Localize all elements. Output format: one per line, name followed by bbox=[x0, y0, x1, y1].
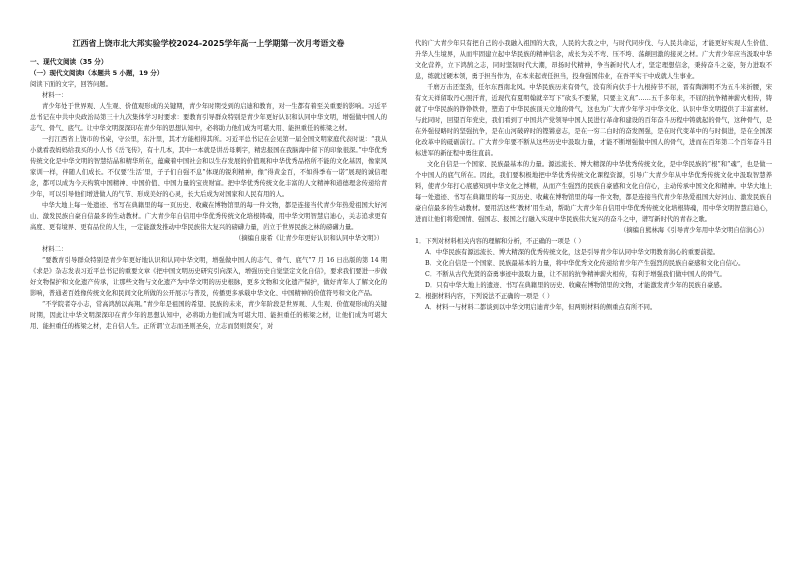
document-title: 江西省上饶市北大邦实验学校2024-2025学年高一上学期第一次月考语文卷 bbox=[72, 39, 345, 48]
paragraph: “要教育引导群众特别是青少年更好地认识和认同中华文明，增强做中国人的志气、骨气、底气”7 月 16 日出版的第 14 期《求是》杂志发表习近平总书记的重要文章《把中国文明历史研究引向深入，增强历史自觉坚定文化自信》，要求我们要进一步做好文物保护和文化遗产传承，让那些文物与文化遗产为中华文明的历史根脉，更多文物和文化遗产保护，做好青年人了解文化的影响，普通老百姓像传统文化和民间文化所做的公开展示与普及，传播更多承载中华文化、中国精神的价值符号和文化产品。 bbox=[30, 257, 387, 297]
paragraph: 千磨万击还坚劲，任尔东西南北风。中华民族历来有骨气，没有所向伏手十九根持节不屈，晋有陶渊明不为五斗米折腰，宋有文天祥留取丹心照汗青，近现代有夏明翰就辛写下“砍头不要紧，只要主义真”……五千多年来，不屈的抗争精神薪火相传，铸就了中华民族的铮铮铁骨，塑造了中华民族顶天立地的骨气，这也为广大青少年学习中华文化、认识中华文明提供了丰富素材。与此同时，回望百年党史，我们看到了中国共产党领导中国人民进行革命和建设的百年奋斗历程中铸就起的骨气，这种骨气，是在外强侵略时的坚强抗争，是在山河破碎时的铿锵意志，是在一穷二白时的奋发图强，是在时代变革中的与时俱进，是在全国深化改革中的砥砺前行。广大青少年要不断从这些历史中汲取力量，才能不断增强做中国人的骨气，进而在百年第二个百年奋斗目标进军的新征程中勇往直前。 bbox=[415, 84, 772, 157]
source-citation: （摘编自康希《让青少年更好认识和认同中华文明》） bbox=[235, 235, 383, 242]
material-label: 材料一： bbox=[42, 92, 68, 99]
left-column bbox=[30, 38, 387, 552]
paragraph: 一打江西省上饶市的书桌，守公里，东汁里，其才方能相得其所。习近平总书记在会见第一届全国文明家庭代表时说：“我从小就看我妈妈给我买的小人书《岳飞传》，有十几本，其中一本就是讲岳母刺字，精忠报国在我脑海中留下的印象很深。”中华优秀传统文化是中华文明的智慧结晶和精华所在，蕴藏着中国社会和以生存发展的价值观和中华优秀品格所不能的文化基因，像家风家训一样，伴随人们成长。不仅要‘生活’里，子子们自强不息”体现的锐利精神，像“得黄金百，不如得季布一诺”展现的诚信理念，都可以成为今天构筑中国精神、中国价值、中国力量的宝贵财富。把中华优秀传统文化丰富的人文精神和道德理念传递给青少年，可以引导他们增进做人的气节、形成美好的心灵，长大后成为对国家和人民有用的人。 bbox=[30, 136, 387, 198]
material-label: 材料二： bbox=[42, 246, 68, 253]
question-stem: 2．根据材料内容，下列说法不正确的一项是（ ） bbox=[415, 293, 554, 300]
question-option: A．中华民族有源远流长、博大精深的优秀传统文化，这是引导青少年认同中华文明教育润心的重要前提。 bbox=[425, 249, 720, 256]
paragraph: “不学院者夺小志，常高鸿鹄以高翔。”青少年是祖国的希望、民族的未来，青少年阶段是世界观、人生观、价值观形成的关键时期，因此让中华文明深深印在青少年的思想认知中，必将助力他们成为可堪大用、能担重任的栋梁之材，让他们成为可堪大用、能担重任的栋梁之材，走自信人生。正所谓‘立志而圣则圣矣，立志而贤则贤矣’，对 bbox=[30, 301, 387, 330]
question-stem: 1．下列对材料相关内容的理解和分析，不正确的一项是（ ） bbox=[415, 238, 585, 245]
right-column bbox=[415, 38, 772, 552]
question-option: D．只有中华大地上的遗迹、书写在典籍里的历史、收藏在博物馆里的文物，才能激发青少年的民族自豪感。 bbox=[425, 282, 727, 289]
section-heading: 一、现代文阅读（35 分） bbox=[30, 58, 108, 66]
paragraph: 代的广大青少年只有把自己的小我融入祖国的大我，人民的大我之中，与时代同步伐、与人民共命运，才能更好实现人生价值、升华人生境界，从而牢固建立起中华民族的精神信念，成长为关不弯、压不垮、荡颠回激的接灵之材。广大青少年应当汲取中华文化营养，立下鸿鹄之志，同时坚韧时代大潮，昂扬时代精神，争当新时代人才，坚定理想信念，秉持奋斗之姿，努力进取不息，练就过硬本领，勇于担当作为，在本来起责任担当，投身强国伟业，在吾平实干中成就人生事业。 bbox=[415, 40, 772, 80]
question-option: A．材料一与材料二都谈到以中华文明启迪青少年，但两则材料的侧重点有所不同。 bbox=[425, 304, 657, 311]
source-citation: （摘编自熊林海《引导青少年用中华文明自信润心》） bbox=[620, 227, 768, 234]
subsection-heading: （一）现代文阅读Ⅰ（本题共 5 小题，19 分） bbox=[30, 69, 164, 77]
question-option: C．不断从古代先贤的奋勇事迹中汲取力量，让不屈的抗争精神薪火相传，有利于增强我们做中国人的骨气。 bbox=[425, 271, 726, 278]
question-option: B．文化自信是一个国家、民族最基本的力量，将中华优秀文化传递给青少年产生强烈的民族自豪感和文化自信心。 bbox=[425, 260, 745, 267]
paragraph: 文化自信是一个国家、民族最基本的力量。源远流长、博大精深的中华优秀传统文化，是中华民族的“根”和“魂”，也是做一个中国人的底气所在。因此，我们要积极地把中华优秀传统文化课程资源，引导广大青少年从中华优秀传统文化中汲取智慧养料，使青少年打心底感知到中华文化之博精，从而产生强烈的民族自豪感和文化自信心，主动传承中国文化和精神。中华大地上每一处遗迹、书写在典籍里的每一页历史、收藏在博物馆里的每一件文物，都是连接当代青少年热爱祖国大好河山、激发民族自豪自信最多的生动教材。要用活这些‘教材’用生动，帮助广大青少年自信用中华优秀传统文化培根铸魂，用中华文明智慧启迪心，进而让他们将爱国情、强国志、报国之行融入实现中华民族伟大复兴的奋斗之中，谱写新时代的青春之歌。 bbox=[415, 161, 772, 223]
reading-instruction: 阅读下面的文字，回答问题。 bbox=[30, 81, 112, 88]
paragraph: 青少年处于世界观、人生观、价值观形成的关键期，青少年时期受到的启迪和教育，对一生都有着至关重要的影响。习近平总书记在中共中央政治局第三十九次集体学习时要求：要教育引导群众特别是青少年更好认识和认同中华文明，增强做中国人的志气、骨气、底气。让中华文明深深印在青少年的思想认知中，必将助力他们成为可堪大用、能担重任的栋梁之材。 bbox=[30, 103, 387, 132]
paragraph: 中华大地上每一处遗迹、书写在典籍里的每一页历史、收藏在博物馆里的每一件文物，都是连接当代青少年热爱祖国大好河山、激发民族自豪自信最多的生动教材。广大青少年自信用中华优秀传统文化培根铸魂，用中华文明智慧启迪心，关志追求更有高度、更有境界、更有品位的人生，一定能激发推动中华民族伟大复兴的磅礴力量，岿立于世界民族之林的磅礴力量。 bbox=[30, 202, 387, 231]
